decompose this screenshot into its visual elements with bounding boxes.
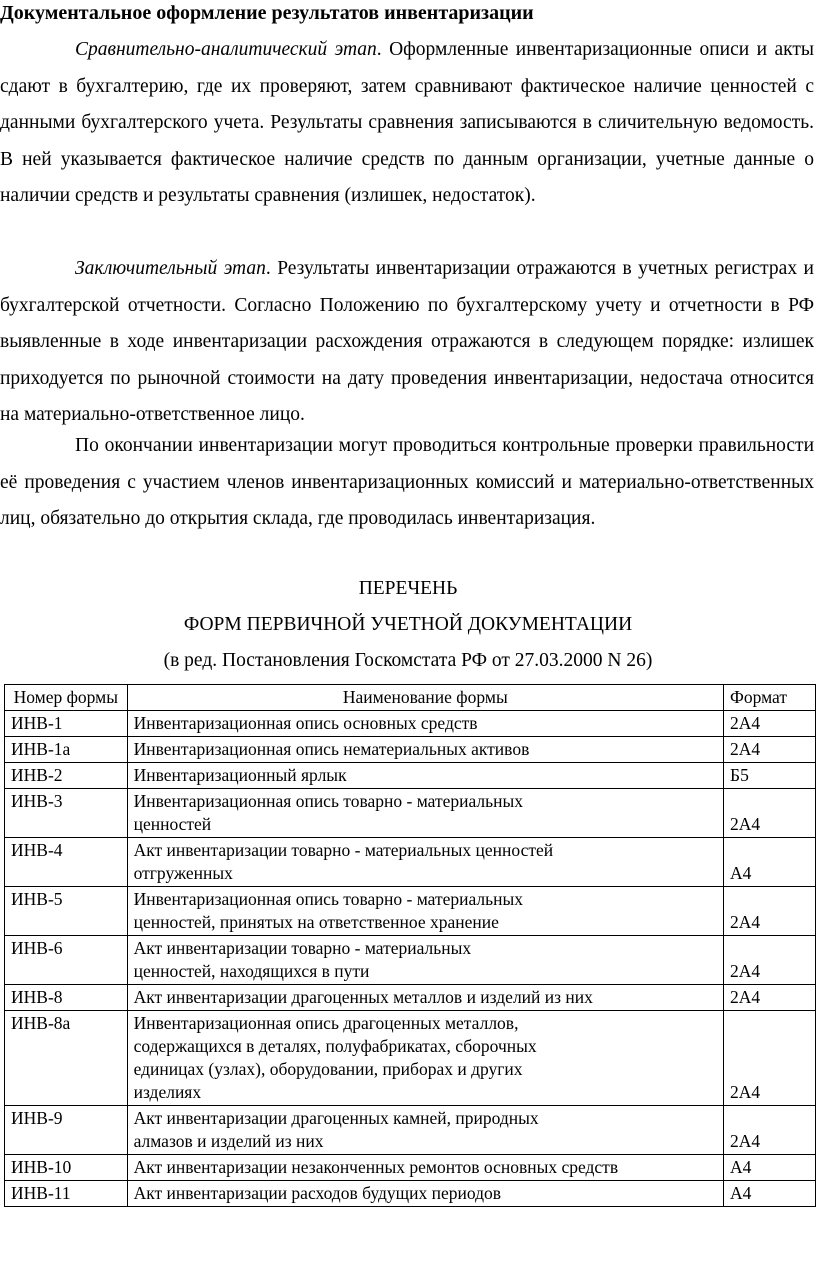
paragraph-final-stage xyxy=(0,251,814,434)
form-name-cell xyxy=(127,1106,723,1155)
form-format-cell: 2А4 xyxy=(724,789,816,838)
form-format-cell: А4 xyxy=(724,1155,816,1181)
form-code-cell: ИНВ-10 xyxy=(5,1155,128,1181)
table-row xyxy=(5,1181,816,1207)
document-heading: Документальное оформление результатов инвентаризации xyxy=(0,2,534,24)
list-edition: (в ред. Постановления Госкомстата РФ от 27.03.2000 N 26) xyxy=(163,650,653,671)
form-code-cell: ИНВ-8а xyxy=(5,1011,128,1106)
form-name-text: Акт инвентаризации товарно - материальных ценностей отгруженных xyxy=(133,840,554,883)
form-code-cell: ИНВ-11 xyxy=(5,1181,128,1207)
form-format-cell: 2А4 xyxy=(724,737,816,763)
form-name-text: Акт инвентаризации незаконченных ремонтов основных средств xyxy=(133,1157,619,1177)
table-row xyxy=(5,936,816,985)
form-code-cell: ИНВ-5 xyxy=(5,887,128,936)
list-title: ПЕРЕЧЕНЬ xyxy=(358,578,458,599)
paragraph-control-checks xyxy=(0,428,814,538)
table-row xyxy=(5,1155,816,1181)
form-format-cell: 2А4 xyxy=(724,936,816,985)
form-format-cell: А4 xyxy=(724,838,816,887)
form-name-text: Инвентаризационный ярлык xyxy=(133,765,347,785)
paragraph-text: По окончании инвентаризации могут проводиться контрольные проверки правильности её проведения с участием членов инвентаризационных комиссий и материально-ответственных лиц, обязательно до открытия склада, где проводилась инвентаризация. xyxy=(0,435,814,529)
form-name-text: Акт инвентаризации расходов будущих периодов xyxy=(133,1183,502,1203)
header-form-number: Номер формы xyxy=(5,685,128,711)
form-code-cell: ИНВ-1а xyxy=(5,737,128,763)
form-name-text: Инвентаризационная опись основных средств xyxy=(133,713,478,733)
forms-table xyxy=(4,684,816,1207)
form-format-cell: 2А4 xyxy=(724,985,816,1011)
form-code-cell: ИНВ-6 xyxy=(5,936,128,985)
table-row xyxy=(5,838,816,887)
table-row xyxy=(5,711,816,737)
form-code-cell: ИНВ-9 xyxy=(5,1106,128,1155)
form-name-cell xyxy=(127,737,723,763)
header-form-name: Наименование формы xyxy=(127,685,723,711)
paragraph-lead: Сравнительно-аналитический этап xyxy=(75,39,377,60)
form-code-cell: ИНВ-1 xyxy=(5,711,128,737)
form-format-cell: 2А4 xyxy=(724,887,816,936)
table-row xyxy=(5,1106,816,1155)
form-name-cell xyxy=(127,763,723,789)
table-row xyxy=(5,985,816,1011)
form-format-cell: 2А4 xyxy=(724,1011,816,1106)
form-code-cell: ИНВ-3 xyxy=(5,789,128,838)
form-name-cell xyxy=(127,887,723,936)
header-form-format: Формат xyxy=(724,685,816,711)
forms-table-body xyxy=(5,711,816,1207)
form-name-cell xyxy=(127,1155,723,1181)
form-name-cell xyxy=(127,1181,723,1207)
table-row xyxy=(5,737,816,763)
form-name-cell xyxy=(127,789,723,838)
list-subtitle: ФОРМ ПЕРВИЧНОЙ УЧЕТНОЙ ДОКУМЕНТАЦИИ xyxy=(183,614,633,635)
table-row xyxy=(5,789,816,838)
paragraph-comparative-stage xyxy=(0,32,814,215)
form-format-cell: 2А4 xyxy=(724,1106,816,1155)
paragraph-lead: Заключительный этап xyxy=(75,258,266,279)
form-name-text: Инвентаризационная опись товарно - материальных ценностей xyxy=(133,791,524,834)
form-name-cell xyxy=(127,1011,723,1106)
form-code-cell: ИНВ-2 xyxy=(5,763,128,789)
form-format-cell: Б5 xyxy=(724,763,816,789)
form-name-text: Акт инвентаризации драгоценных камней, природных алмазов и изделий из них xyxy=(133,1108,539,1151)
form-name-text: Акт инвентаризации драгоценных металлов и изделий из них xyxy=(133,987,593,1007)
form-code-cell: ИНВ-8 xyxy=(5,985,128,1011)
form-name-cell xyxy=(127,711,723,737)
form-name-text: Инвентаризационная опись драгоценных металлов, содержащихся в деталях, полуфабрикатах, сборочных единицах (узлах), оборудовании, приборах и других изделиях xyxy=(133,1013,537,1102)
paragraph-text: . Результаты инвентаризации отражаются в учетных регистрах и бухгалтерской отчетности. Согласно Положению по бухгалтерскому учету и отчетности в РФ выявленные в ходе инвентаризации расхождения отражаются в следующем порядке: излишек приходуется по рыночной стоимости на дату проведения инвентаризации, недостача относится на материально-ответственное лицо. xyxy=(0,258,814,425)
form-name-text: Инвентаризационная опись нематериальных активов xyxy=(133,739,530,759)
paragraph-text: . Оформленные инвентаризационные описи и акты сдают в бухгалтерию, где их проверяют, затем сравнивают фактическое наличие ценностей с данными бухгалтерского учета. Результаты сравнения записываются в сличительную ведомость. В ней указывается фактическое наличие средств по данным организации, учетные данные о наличии средств и результаты сравнения (излишек, недостаток). xyxy=(0,39,814,206)
form-format-cell: А4 xyxy=(724,1181,816,1207)
table-row xyxy=(5,763,816,789)
form-name-cell xyxy=(127,838,723,887)
form-name-text: Акт инвентаризации товарно - материальных ценностей, находящихся в пути xyxy=(133,938,472,981)
form-code-cell: ИНВ-4 xyxy=(5,838,128,887)
form-format-cell: 2А4 xyxy=(724,711,816,737)
table-row xyxy=(5,887,816,936)
form-name-text: Инвентаризационная опись товарно - материальных ценностей, принятых на ответственное хранение xyxy=(133,889,524,932)
form-name-cell xyxy=(127,936,723,985)
table-row xyxy=(5,1011,816,1106)
form-name-cell xyxy=(127,985,723,1011)
table-header-row xyxy=(5,685,816,711)
